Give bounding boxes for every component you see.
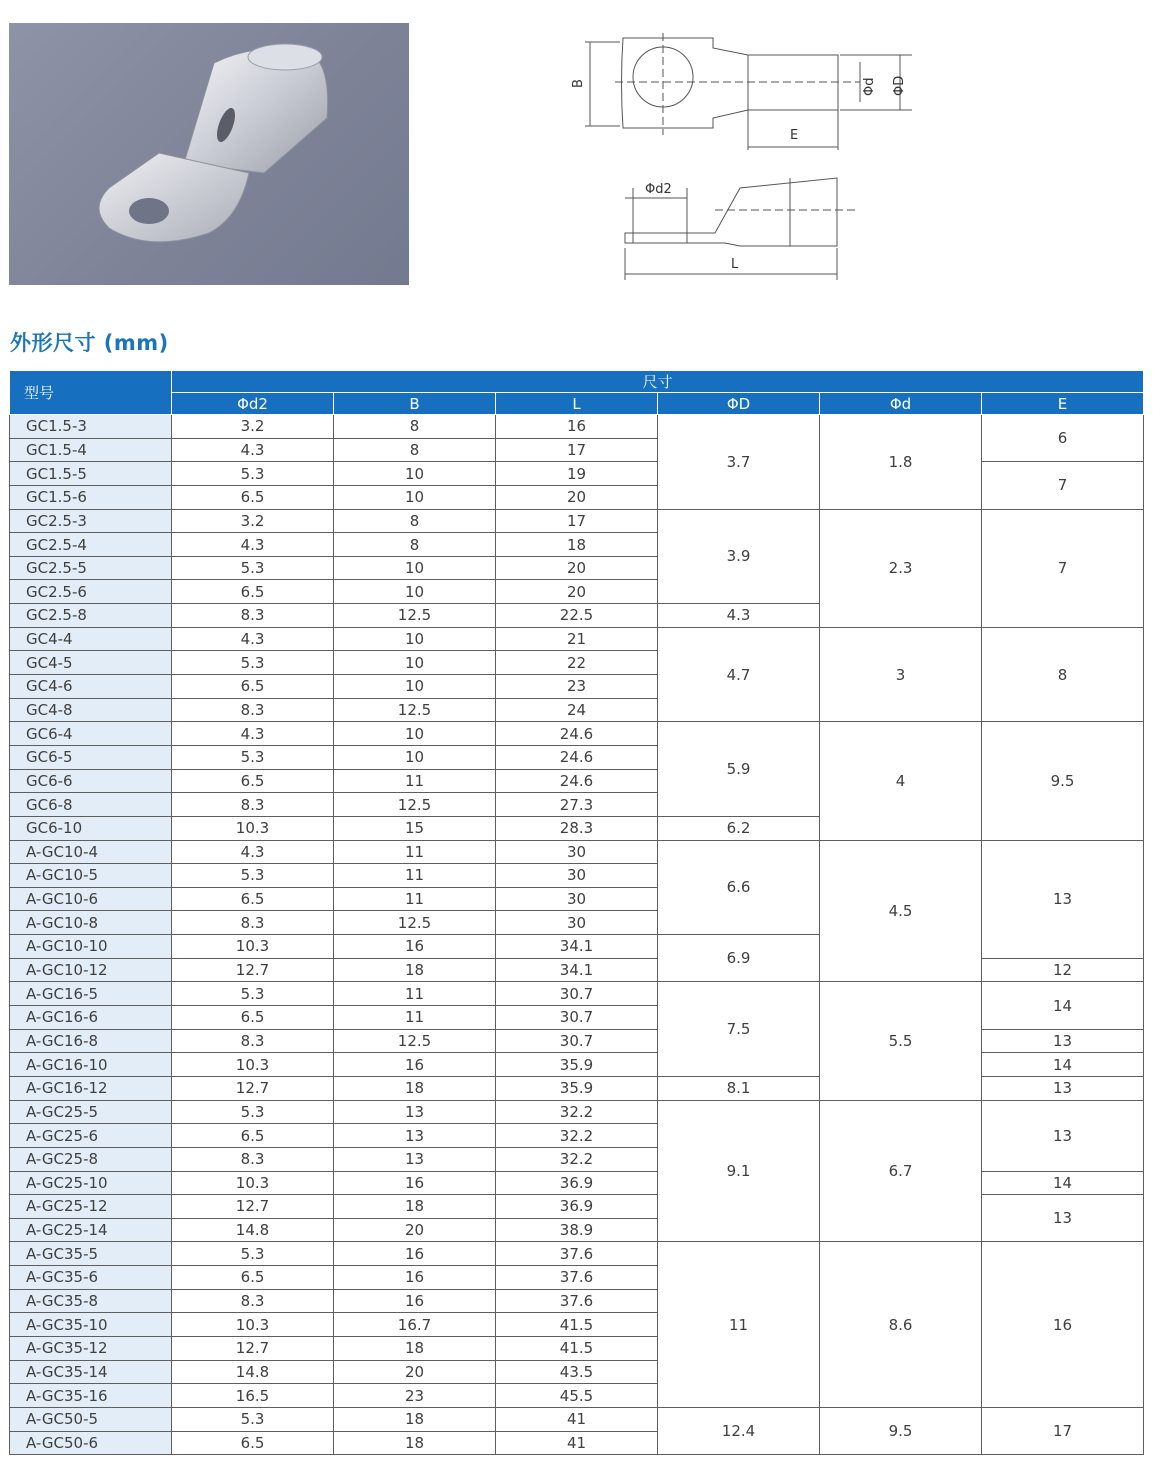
table-row — [10, 840, 1144, 864]
phi-d2-cell: 5.3 — [172, 1407, 334, 1431]
table-row — [10, 1407, 1144, 1431]
phi-d2-cell: 6.5 — [172, 769, 334, 793]
phi-d-cell: 8.6 — [820, 1242, 982, 1407]
phi-d2-cell: 5.3 — [172, 745, 334, 769]
b-cell: 10 — [334, 462, 496, 486]
b-cell: 8 — [334, 438, 496, 462]
phi-d2-cell: 6.5 — [172, 1431, 334, 1455]
b-cell: 10 — [334, 745, 496, 769]
l-cell: 30 — [496, 864, 658, 888]
model-cell: A-GC16-6 — [10, 1006, 172, 1030]
e-cell: 7 — [982, 462, 1144, 509]
e-cell: 13 — [982, 1076, 1144, 1100]
l-cell: 34.1 — [496, 958, 658, 982]
e-cell: 13 — [982, 840, 1144, 958]
l-cell: 21 — [496, 627, 658, 651]
b-cell: 10 — [334, 651, 496, 675]
phi-d2-cell: 5.3 — [172, 462, 334, 486]
phi-d2-cell: 14.8 — [172, 1360, 334, 1384]
model-cell: A-GC10-10 — [10, 935, 172, 959]
model-cell: GC6-6 — [10, 769, 172, 793]
phi-d2-cell: 6.5 — [172, 1006, 334, 1030]
phi-d2-cell: 6.5 — [172, 485, 334, 509]
table-row — [10, 982, 1144, 1006]
e-cell: 8 — [982, 627, 1144, 722]
b-cell: 10 — [334, 675, 496, 699]
dimension-table — [9, 370, 1144, 1455]
l-cell: 41 — [496, 1431, 658, 1455]
header-phi-d: Φd — [820, 393, 982, 415]
l-cell: 37.6 — [496, 1266, 658, 1290]
b-cell: 12.5 — [334, 911, 496, 935]
l-cell: 38.9 — [496, 1218, 658, 1242]
b-cell: 11 — [334, 982, 496, 1006]
model-cell: A-GC50-5 — [10, 1407, 172, 1431]
model-cell: GC2.5-8 — [10, 604, 172, 628]
l-cell: 20 — [496, 485, 658, 509]
model-cell: GC1.5-3 — [10, 415, 172, 439]
phi-D-cell: 5.9 — [658, 722, 820, 817]
model-cell: A-GC25-12 — [10, 1195, 172, 1219]
table-body — [10, 415, 1144, 1455]
e-cell: 7 — [982, 509, 1144, 627]
table-row — [10, 722, 1144, 746]
phi-D-cell: 9.1 — [658, 1100, 820, 1242]
model-cell: A-GC16-10 — [10, 1053, 172, 1077]
b-cell: 16 — [334, 1171, 496, 1195]
phi-d2-cell: 8.3 — [172, 1029, 334, 1053]
b-cell: 16 — [334, 1242, 496, 1266]
l-cell: 30.7 — [496, 982, 658, 1006]
b-cell: 10 — [334, 722, 496, 746]
b-cell: 12.5 — [334, 793, 496, 817]
phi-d2-cell: 10.3 — [172, 1313, 334, 1337]
model-cell: A-GC16-12 — [10, 1076, 172, 1100]
l-cell: 34.1 — [496, 935, 658, 959]
phi-d2-cell: 4.3 — [172, 722, 334, 746]
model-cell: GC2.5-6 — [10, 580, 172, 604]
phi-d2-cell: 16.5 — [172, 1384, 334, 1408]
l-cell: 30 — [496, 911, 658, 935]
model-cell: A-GC16-8 — [10, 1029, 172, 1053]
phi-d2-cell: 8.3 — [172, 698, 334, 722]
header-dimensions: 尺寸 — [172, 371, 1144, 393]
phi-d2-cell: 3.2 — [172, 509, 334, 533]
phi-d2-cell: 4.3 — [172, 533, 334, 557]
model-cell: A-GC35-6 — [10, 1266, 172, 1290]
phi-D-cell: 12.4 — [658, 1407, 820, 1454]
model-cell: GC2.5-3 — [10, 509, 172, 533]
label-e: E — [790, 128, 799, 143]
model-cell: GC4-5 — [10, 651, 172, 675]
l-cell: 30.7 — [496, 1029, 658, 1053]
phi-d-cell: 2.3 — [820, 509, 982, 627]
l-cell: 22 — [496, 651, 658, 675]
model-cell: GC1.5-6 — [10, 485, 172, 509]
b-cell: 11 — [334, 864, 496, 888]
model-cell: A-GC25-8 — [10, 1147, 172, 1171]
e-cell: 17 — [982, 1407, 1144, 1454]
table-row — [10, 509, 1144, 533]
b-cell: 10 — [334, 556, 496, 580]
b-cell: 11 — [334, 840, 496, 864]
model-cell: GC6-5 — [10, 745, 172, 769]
l-cell: 17 — [496, 438, 658, 462]
phi-d2-cell: 8.3 — [172, 1289, 334, 1313]
phi-d2-cell: 4.3 — [172, 438, 334, 462]
l-cell: 30.7 — [496, 1006, 658, 1030]
e-cell: 12 — [982, 958, 1144, 982]
model-cell: GC4-8 — [10, 698, 172, 722]
l-cell: 24.6 — [496, 745, 658, 769]
l-cell: 43.5 — [496, 1360, 658, 1384]
model-cell: A-GC35-5 — [10, 1242, 172, 1266]
l-cell: 37.6 — [496, 1289, 658, 1313]
phi-D-cell: 4.3 — [658, 604, 820, 628]
model-cell: GC6-8 — [10, 793, 172, 817]
b-cell: 15 — [334, 816, 496, 840]
l-cell: 45.5 — [496, 1384, 658, 1408]
model-cell: A-GC35-14 — [10, 1360, 172, 1384]
phi-d2-cell: 10.3 — [172, 816, 334, 840]
l-cell: 23 — [496, 675, 658, 699]
phi-d2-cell: 10.3 — [172, 1053, 334, 1077]
model-cell: A-GC10-12 — [10, 958, 172, 982]
model-cell: GC4-6 — [10, 675, 172, 699]
header-e: E — [982, 393, 1144, 415]
l-cell: 20 — [496, 556, 658, 580]
l-cell: 24.6 — [496, 769, 658, 793]
phi-d-cell: 3 — [820, 627, 982, 722]
phi-d2-cell: 6.5 — [172, 1266, 334, 1290]
b-cell: 16 — [334, 1053, 496, 1077]
l-cell: 41 — [496, 1407, 658, 1431]
model-cell: GC4-4 — [10, 627, 172, 651]
l-cell: 41.5 — [496, 1336, 658, 1360]
phi-d-cell: 1.8 — [820, 415, 982, 510]
header-phi-d2: Φd2 — [172, 393, 334, 415]
b-cell: 10 — [334, 627, 496, 651]
b-cell: 16 — [334, 1266, 496, 1290]
model-cell: A-GC25-6 — [10, 1124, 172, 1148]
model-cell: A-GC25-5 — [10, 1100, 172, 1124]
header-b: B — [334, 393, 496, 415]
b-cell: 16 — [334, 1289, 496, 1313]
phi-d2-cell: 6.5 — [172, 675, 334, 699]
l-cell: 20 — [496, 580, 658, 604]
phi-d-cell: 5.5 — [820, 982, 982, 1100]
e-cell: 16 — [982, 1242, 1144, 1407]
b-cell: 11 — [334, 1006, 496, 1030]
table-row — [10, 1242, 1144, 1266]
model-cell: A-GC50-6 — [10, 1431, 172, 1455]
phi-d2-cell: 6.5 — [172, 580, 334, 604]
label-phi-d: Φd — [862, 77, 877, 96]
table-row — [10, 415, 1144, 439]
phi-D-cell: 6.6 — [658, 840, 820, 935]
b-cell: 12.5 — [334, 604, 496, 628]
b-cell: 13 — [334, 1124, 496, 1148]
phi-d2-cell: 4.3 — [172, 840, 334, 864]
b-cell: 18 — [334, 1336, 496, 1360]
phi-d2-cell: 5.3 — [172, 651, 334, 675]
l-cell: 32.2 — [496, 1147, 658, 1171]
model-cell: A-GC16-5 — [10, 982, 172, 1006]
model-cell: A-GC35-12 — [10, 1336, 172, 1360]
table-row — [10, 1100, 1144, 1124]
model-cell: GC1.5-5 — [10, 462, 172, 486]
l-cell: 24 — [496, 698, 658, 722]
model-cell: GC2.5-5 — [10, 556, 172, 580]
phi-D-cell: 7.5 — [658, 982, 820, 1077]
b-cell: 18 — [334, 1431, 496, 1455]
l-cell: 41.5 — [496, 1313, 658, 1337]
phi-d2-cell: 12.7 — [172, 1336, 334, 1360]
b-cell: 18 — [334, 958, 496, 982]
model-cell: A-GC35-16 — [10, 1384, 172, 1408]
model-cell: A-GC25-14 — [10, 1218, 172, 1242]
l-cell: 35.9 — [496, 1053, 658, 1077]
b-cell: 16.7 — [334, 1313, 496, 1337]
phi-d2-cell: 8.3 — [172, 911, 334, 935]
l-cell: 28.3 — [496, 816, 658, 840]
l-cell: 24.6 — [496, 722, 658, 746]
phi-d2-cell: 10.3 — [172, 935, 334, 959]
label-b: B — [571, 79, 586, 88]
model-cell: A-GC10-5 — [10, 864, 172, 888]
header-model: 型号 — [10, 371, 172, 415]
phi-D-cell: 6.2 — [658, 816, 820, 840]
phi-d2-cell: 5.3 — [172, 864, 334, 888]
model-cell: GC6-10 — [10, 816, 172, 840]
phi-d2-cell: 8.3 — [172, 793, 334, 817]
b-cell: 23 — [334, 1384, 496, 1408]
phi-D-cell: 3.7 — [658, 415, 820, 510]
b-cell: 8 — [334, 509, 496, 533]
l-cell: 36.9 — [496, 1171, 658, 1195]
dimension-diagram-side — [615, 168, 865, 286]
l-cell: 30 — [496, 840, 658, 864]
b-cell: 10 — [334, 485, 496, 509]
phi-d2-cell: 12.7 — [172, 1076, 334, 1100]
phi-d2-cell: 4.3 — [172, 627, 334, 651]
b-cell: 13 — [334, 1100, 496, 1124]
l-cell: 27.3 — [496, 793, 658, 817]
model-cell: GC1.5-4 — [10, 438, 172, 462]
b-cell: 8 — [334, 415, 496, 439]
phi-d-cell: 6.7 — [820, 1100, 982, 1242]
b-cell: 8 — [334, 533, 496, 557]
phi-d2-cell: 6.5 — [172, 1124, 334, 1148]
phi-d2-cell: 6.5 — [172, 887, 334, 911]
phi-d2-cell: 5.3 — [172, 556, 334, 580]
label-phi-d2: Φd2 — [645, 182, 672, 197]
l-cell: 35.9 — [496, 1076, 658, 1100]
model-cell: A-GC10-4 — [10, 840, 172, 864]
section-title: 外形尺寸 (mm) — [10, 331, 169, 355]
phi-d2-cell: 8.3 — [172, 604, 334, 628]
phi-d2-cell: 12.7 — [172, 958, 334, 982]
phi-d2-cell: 10.3 — [172, 1171, 334, 1195]
label-phi-D: ΦD — [892, 75, 907, 96]
b-cell: 11 — [334, 769, 496, 793]
model-cell: A-GC35-8 — [10, 1289, 172, 1313]
b-cell: 18 — [334, 1076, 496, 1100]
table-row — [10, 627, 1144, 651]
l-cell: 30 — [496, 887, 658, 911]
b-cell: 10 — [334, 580, 496, 604]
phi-D-cell: 6.9 — [658, 935, 820, 982]
l-cell: 19 — [496, 462, 658, 486]
model-cell: A-GC25-10 — [10, 1171, 172, 1195]
b-cell: 20 — [334, 1218, 496, 1242]
phi-d-cell: 4.5 — [820, 840, 982, 982]
e-cell: 13 — [982, 1029, 1144, 1053]
phi-d-cell: 9.5 — [820, 1407, 982, 1454]
b-cell: 12.5 — [334, 698, 496, 722]
phi-d2-cell: 3.2 — [172, 415, 334, 439]
b-cell: 20 — [334, 1360, 496, 1384]
e-cell: 9.5 — [982, 722, 1144, 840]
e-cell: 14 — [982, 1171, 1144, 1195]
model-cell: A-GC10-6 — [10, 887, 172, 911]
e-cell: 13 — [982, 1195, 1144, 1242]
l-cell: 18 — [496, 533, 658, 557]
phi-d2-cell: 5.3 — [172, 1100, 334, 1124]
header-phi-D: ΦD — [658, 393, 820, 415]
b-cell: 18 — [334, 1195, 496, 1219]
phi-d2-cell: 5.3 — [172, 1242, 334, 1266]
e-cell: 6 — [982, 415, 1144, 462]
l-cell: 37.6 — [496, 1242, 658, 1266]
phi-D-cell: 3.9 — [658, 509, 820, 604]
l-cell: 16 — [496, 415, 658, 439]
l-cell: 22.5 — [496, 604, 658, 628]
l-cell: 36.9 — [496, 1195, 658, 1219]
label-l: L — [731, 257, 739, 272]
dimension-diagram-top — [560, 30, 920, 160]
b-cell: 16 — [334, 935, 496, 959]
phi-d2-cell: 14.8 — [172, 1218, 334, 1242]
b-cell: 12.5 — [334, 1029, 496, 1053]
model-cell: A-GC35-10 — [10, 1313, 172, 1337]
phi-d2-cell: 8.3 — [172, 1147, 334, 1171]
header-l: L — [496, 393, 658, 415]
phi-d-cell: 4 — [820, 722, 982, 840]
phi-D-cell: 11 — [658, 1242, 820, 1407]
product-photo — [9, 23, 409, 285]
model-cell: A-GC10-8 — [10, 911, 172, 935]
phi-D-cell: 4.7 — [658, 627, 820, 722]
e-cell: 14 — [982, 1053, 1144, 1077]
b-cell: 18 — [334, 1407, 496, 1431]
l-cell: 17 — [496, 509, 658, 533]
phi-d2-cell: 5.3 — [172, 982, 334, 1006]
e-cell: 14 — [982, 982, 1144, 1029]
phi-D-cell: 8.1 — [658, 1076, 820, 1100]
phi-d2-cell: 12.7 — [172, 1195, 334, 1219]
b-cell: 11 — [334, 887, 496, 911]
l-cell: 32.2 — [496, 1124, 658, 1148]
b-cell: 13 — [334, 1147, 496, 1171]
model-cell: GC2.5-4 — [10, 533, 172, 557]
model-cell: GC6-4 — [10, 722, 172, 746]
cable-lug-illustration — [9, 23, 409, 285]
e-cell: 13 — [982, 1100, 1144, 1171]
l-cell: 32.2 — [496, 1100, 658, 1124]
